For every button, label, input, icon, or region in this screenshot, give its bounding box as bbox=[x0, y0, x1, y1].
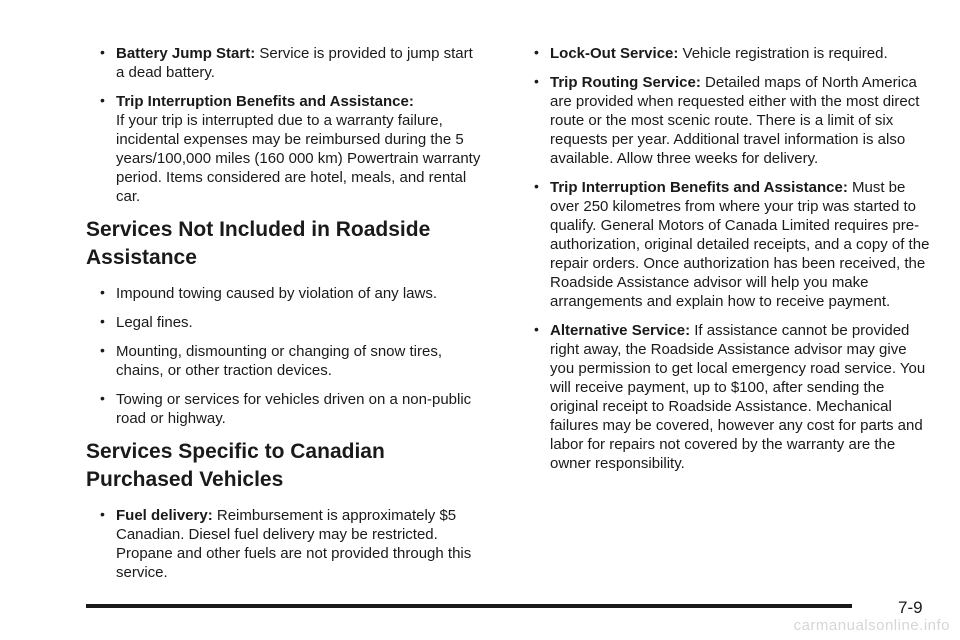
list-item bbox=[86, 342, 482, 380]
item-lead: Fuel delivery: bbox=[116, 507, 213, 524]
item-text: Service is provided to jump start a dead battery. bbox=[116, 45, 473, 81]
list-item bbox=[86, 313, 482, 332]
bullet-icon: • bbox=[100, 342, 105, 358]
list-item bbox=[520, 44, 930, 63]
left-column bbox=[86, 44, 482, 592]
bullet-icon: • bbox=[100, 284, 105, 300]
bullet-icon: • bbox=[534, 178, 539, 194]
item-text: Legal fines. bbox=[116, 314, 193, 331]
item-text: Mounting, dismounting or changing of snow tires, chains, or other traction devices. bbox=[116, 343, 443, 379]
list-item bbox=[86, 390, 482, 428]
footer-rule bbox=[86, 604, 852, 608]
item-text: If your trip is interrupted due to a warranty failure, incidental expenses may be reimbursed during the 5 years/100,000 miles (160 000 km) Powertrain warranty period. Items considered are hotel, meals, and rental car. bbox=[116, 112, 481, 205]
list-item bbox=[520, 73, 930, 168]
bullet-icon: • bbox=[100, 44, 105, 60]
item-lead: Trip Routing Service: bbox=[550, 74, 701, 91]
item-lead: Lock-Out Service: bbox=[550, 45, 679, 62]
bullet-icon: • bbox=[534, 73, 539, 89]
list-item bbox=[520, 178, 930, 311]
item-text: Must be over 250 kilometres from where your trip was started to qualify. General Motors of Canada Limited requires pre-authorization, original detailed receipts, and a copy of the repair orders. Once authorization has been received, the Roadside Assistance advisor will help you make arrangements and explain how to receive payment. bbox=[550, 179, 930, 310]
list-item bbox=[86, 44, 482, 82]
bullet-icon: • bbox=[100, 92, 105, 108]
watermark: carmanualsonline.info bbox=[793, 617, 950, 634]
item-lead: Alternative Service: bbox=[550, 322, 691, 339]
item-text: Towing or services for vehicles driven on a non-public road or highway. bbox=[116, 391, 472, 427]
item-lead: Trip Interruption Benefits and Assistance: bbox=[116, 93, 414, 110]
item-text: Detailed maps of North America are provided when requested either with the most direct route or the most scenic route. There is a limit of six requests per year. Additional travel information is also available. Allow three weeks for delivery. bbox=[550, 74, 920, 167]
item-text: Impound towing caused by violation of any laws. bbox=[116, 285, 438, 302]
bullet-icon: • bbox=[534, 44, 539, 60]
item-text: Reimbursement is approximately $5 Canadian. Diesel fuel delivery may be restricted. Propane and other fuels are not provided through this service. bbox=[116, 507, 472, 581]
section-heading: Services Not Included in Roadside Assistance bbox=[86, 218, 431, 269]
section-heading: Services Specific to Canadian Purchased Vehicles bbox=[86, 440, 385, 491]
bullet-icon: • bbox=[100, 390, 105, 406]
bullet-icon: • bbox=[534, 321, 539, 337]
item-lead: Trip Interruption Benefits and Assistance: bbox=[550, 179, 848, 196]
list-item bbox=[86, 506, 482, 582]
page-number: 7-9 bbox=[898, 598, 923, 617]
item-lead: Battery Jump Start: bbox=[116, 45, 256, 62]
bullet-icon: • bbox=[100, 313, 105, 329]
item-text: If assistance cannot be provided right away, the Roadside Assistance advisor may give you permission to get local emergency road service. You will receive payment, up to $100, after sending the original receipt to Roadside Assistance. Mechanical failures may be covered, however any cost for parts and labor for repairs not covered by the warranty are the owner responsibility. bbox=[550, 322, 926, 472]
list-item bbox=[520, 321, 930, 473]
bullet-icon: • bbox=[100, 506, 105, 522]
list-item bbox=[86, 92, 482, 206]
item-text: Vehicle registration is required. bbox=[678, 45, 888, 62]
list-item bbox=[86, 284, 482, 303]
right-column bbox=[520, 44, 930, 483]
